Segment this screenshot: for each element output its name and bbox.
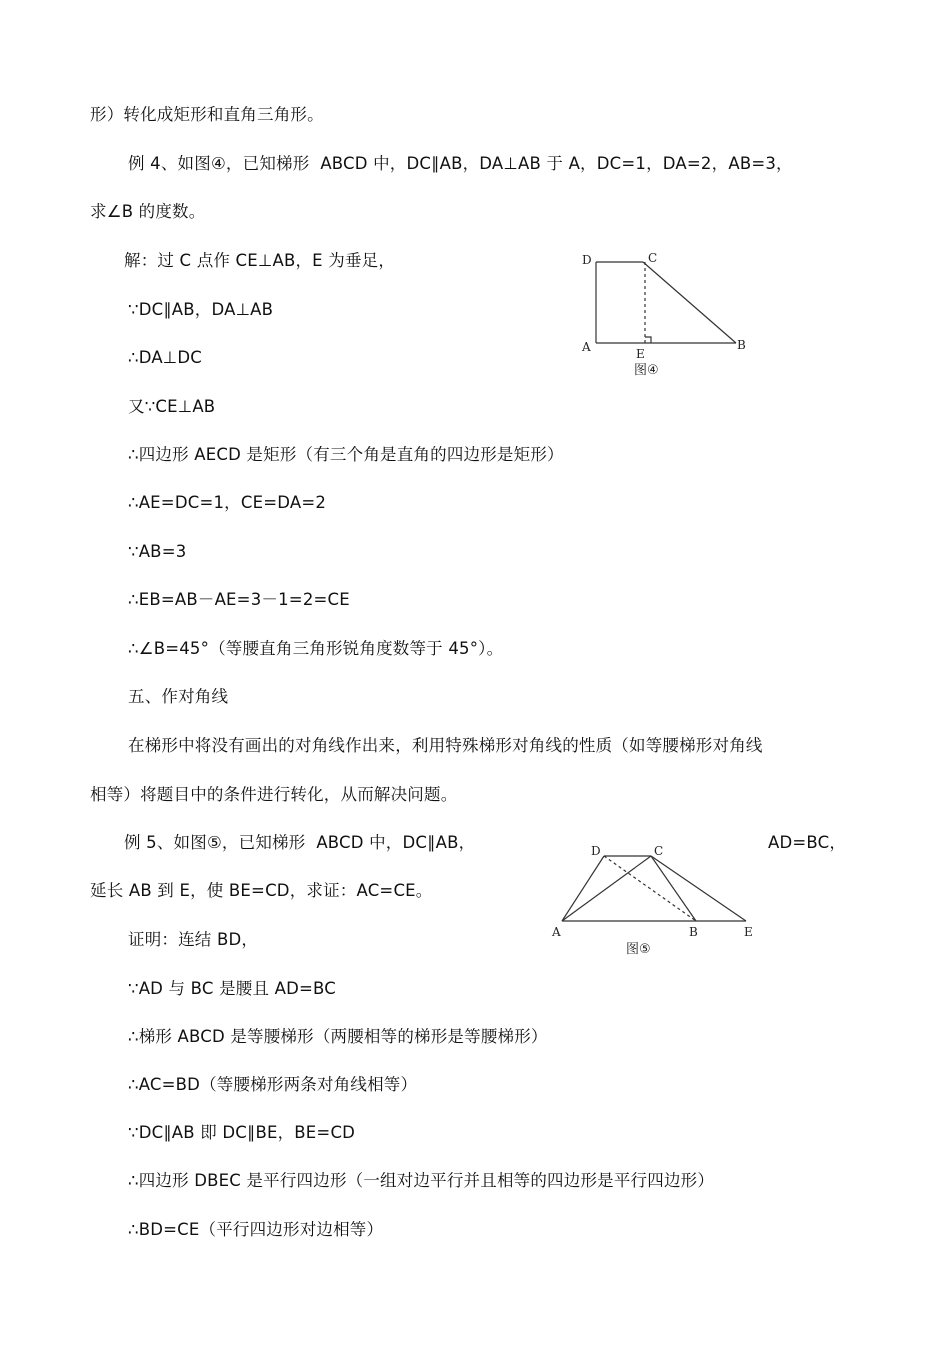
label-e: E xyxy=(744,925,753,939)
segment-ac xyxy=(562,856,651,921)
text-line-7: 又∵CE⊥AB xyxy=(128,397,216,416)
label-b: B xyxy=(737,338,746,352)
text-line-10: ∵AB=3 xyxy=(128,542,187,561)
figure-5-isosceles-trapezoid xyxy=(548,840,763,960)
text-line-16: 例 5、如图⑤，已知梯形 ABCD 中，DC∥AB， xyxy=(124,833,476,852)
figure-5-caption: 图⑤ xyxy=(626,942,651,957)
label-b: B xyxy=(689,925,698,939)
section-heading: 五、作对角线 xyxy=(128,687,229,706)
text-line-3: 求∠B 的度数。 xyxy=(90,202,206,221)
label-a: A xyxy=(582,340,591,354)
text-line-6: ∴DA⊥DC xyxy=(128,348,202,367)
text-line-4: 解：过 C 点作 CE⊥AB，E 为垂足， xyxy=(124,251,396,270)
text-line-12: ∴∠B=45°（等腰直角三角形锐角度数等于 45°）。 xyxy=(128,639,504,658)
text-line-16b: AD=BC， xyxy=(768,833,847,852)
text-line-24: ∴BD=CE（平行四边形对边相等） xyxy=(128,1220,384,1239)
text-line-14: 在梯形中将没有画出的对角线作出来，利用特殊梯形对角线的性质（如等腰梯形对角线 xyxy=(128,736,763,755)
segment-bd-dashed xyxy=(604,856,696,921)
text-line-20: ∴梯形 ABCD 是等腰梯形（两腰相等的梯形是等腰梯形） xyxy=(128,1027,548,1046)
segment-ad xyxy=(562,856,604,921)
text-line-5: ∵DC∥AB，DA⊥AB xyxy=(128,300,274,319)
text-line-1: 形）转化成矩形和直角三角形。 xyxy=(90,105,324,124)
label-a: A xyxy=(552,925,561,939)
text-line-21: ∴AC=BD（等腰梯形两条对角线相等） xyxy=(128,1075,418,1094)
text-line-15: 相等）将题目中的条件进行转化，从而解决问题。 xyxy=(90,785,458,804)
segment-bc xyxy=(651,856,696,921)
text-line-22: ∵DC∥AB 即 DC∥BE，BE=CD xyxy=(128,1123,356,1142)
label-c: C xyxy=(648,251,658,265)
label-e: E xyxy=(636,347,645,361)
text-line-23: ∴四边形 DBEC 是平行四边形（一组对边平行并且相等的四边形是平行四边形） xyxy=(128,1171,715,1190)
segment-cb xyxy=(643,262,736,343)
label-d: D xyxy=(582,253,592,267)
text-line-2: 例 4、如图④，已知梯形 ABCD 中，DC∥AB，DA⊥AB 于 A，DC=1，DA=2，AB=3， xyxy=(128,154,793,173)
label-c: C xyxy=(654,844,664,858)
text-line-11: ∴EB=AB－AE=3－1=2=CE xyxy=(128,590,350,609)
right-angle-mark xyxy=(645,337,651,343)
segment-ce xyxy=(651,856,746,921)
figure-4-trapezoid xyxy=(576,248,756,383)
text-line-19: ∵AD 与 BC 是腰且 AD=BC xyxy=(128,979,336,998)
label-d: D xyxy=(591,844,601,858)
text-line-9: ∴AE=DC=1，CE=DA=2 xyxy=(128,493,327,512)
figure-4-caption: 图④ xyxy=(634,363,659,378)
text-line-18: 证明：连结 BD， xyxy=(128,930,259,949)
text-line-17: 延长 AB 到 E，使 BE=CD，求证：AC=CE。 xyxy=(90,881,433,900)
text-line-8: ∴四边形 AECD 是矩形（有三个角是直角的四边形是矩形） xyxy=(128,445,564,464)
